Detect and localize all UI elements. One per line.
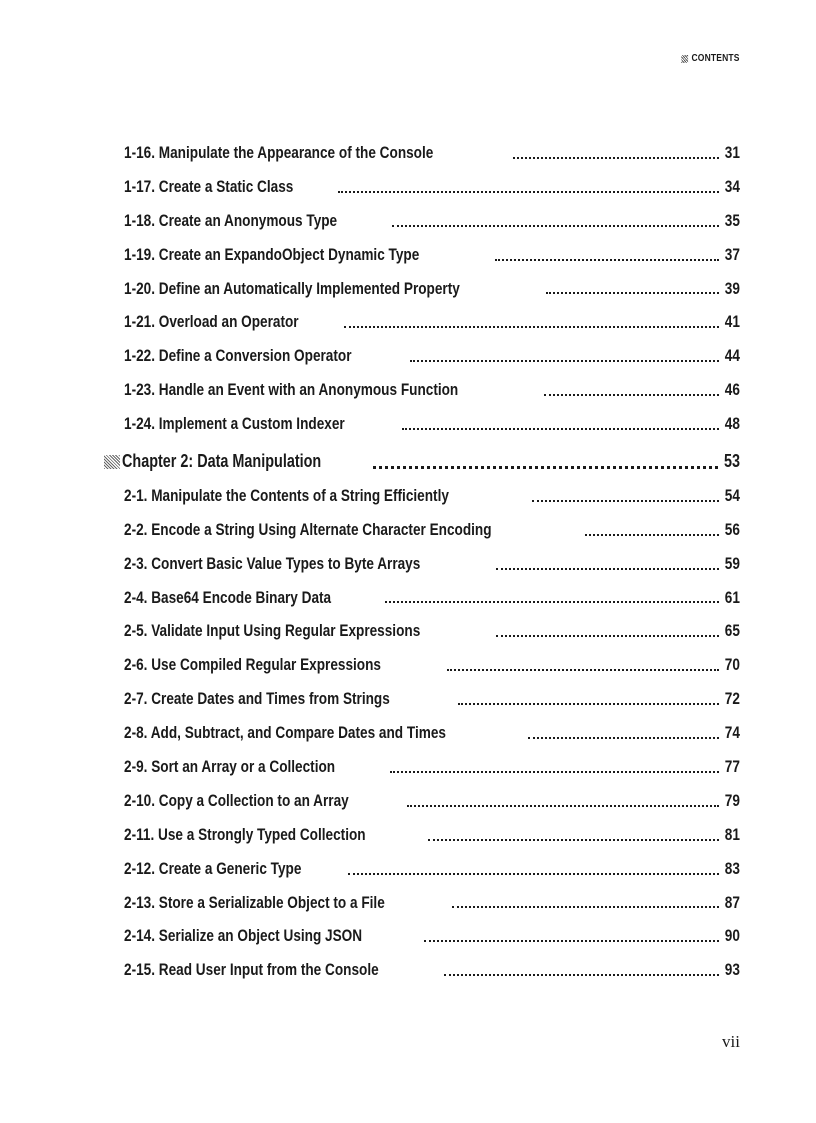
toc-entry-title: 2-13. Store a Serializable Object to a File [124,892,385,912]
toc-entry-page: 72 [724,689,740,709]
dot-leader [444,974,719,976]
toc-entry-title: 2-15. Read User Input from the Console [124,960,379,980]
dot-leader [544,394,719,396]
toc-entry-title: 1-17. Create a Static Class [124,176,294,196]
toc-entry-page: 93 [724,960,740,980]
toc-entry-page: 54 [724,485,740,505]
toc-entry-title: 2-9. Sort an Array or a Collection [124,757,336,777]
toc-entry-page: 41 [724,312,740,332]
dot-leader [392,225,719,227]
toc-chapter-entry[interactable] [104,445,740,479]
toc-entry-title: 2-8. Add, Subtract, and Compare Dates and Times [124,723,446,743]
dot-leader [452,906,719,908]
toc-entry-title: 2-12. Create a Generic Type [124,858,302,878]
toc-entry-title: 2-2. Encode a String Using Alternate Character Encoding [124,519,492,539]
toc-entry-page: 44 [724,346,740,366]
toc-entry[interactable] [124,648,740,682]
toc-entry[interactable] [124,407,740,441]
hatch-square-icon [682,55,689,63]
toc-entry-page: 81 [724,824,740,844]
toc-entry-page: 83 [724,858,740,878]
toc-entry[interactable] [124,682,740,716]
toc-entry-title: 1-23. Handle an Event with an Anonymous Function [124,380,459,400]
toc-entry-page: 39 [724,278,740,298]
dot-leader [410,360,719,362]
toc-entry-title: 1-24. Implement a Custom Indexer [124,414,345,434]
dot-leader [495,259,719,261]
toc-entry[interactable] [124,547,740,581]
toc-entry[interactable] [124,784,740,818]
toc-entry-title: Chapter 2: Data Manipulation [122,451,322,472]
dot-leader [390,771,719,773]
dot-leader [513,157,719,159]
toc-entry[interactable] [124,373,740,407]
toc-entry[interactable] [124,614,740,648]
toc-entry-page: 48 [724,414,740,434]
toc-entry-page: 70 [724,655,740,675]
toc-entry-page: 77 [724,757,740,777]
dot-leader [532,500,719,502]
toc-entry-title: 2-1. Manipulate the Contents of a String Efficiently [124,485,449,505]
toc-entry-title: 1-19. Create an ExpandoObject Dynamic Type [124,244,420,264]
toc-entry-title: 2-11. Use a Strongly Typed Collection [124,824,366,844]
toc-entry-page: 35 [724,210,740,230]
dot-leader [424,940,719,942]
toc-entry-page: 90 [724,926,740,946]
dot-leader [402,428,719,430]
toc-entry-page: 61 [724,587,740,607]
toc-entry[interactable] [124,339,740,373]
toc-entry[interactable] [124,136,740,170]
toc-entry[interactable] [124,238,740,272]
toc-entry-page: 74 [724,723,740,743]
toc-entry-page: 87 [724,892,740,912]
dot-leader [496,635,719,637]
toc-entry-page: 34 [724,176,740,196]
dot-leader [385,601,719,603]
toc-entry[interactable] [124,305,740,339]
toc-entry-title: 2-14. Serialize an Object Using JSON [124,926,363,946]
dot-leader [428,839,719,841]
toc-entry[interactable] [124,818,740,852]
toc-entry-title: 2-6. Use Compiled Regular Expressions [124,655,381,675]
toc-entry-page: 53 [723,451,740,472]
running-header-title: CONTENTS [691,53,740,64]
dot-leader [585,534,719,536]
toc-entry[interactable] [124,204,740,238]
table-of-contents [124,136,740,987]
toc-entry[interactable] [124,513,740,547]
toc-entry-page: 46 [724,380,740,400]
dot-leader [373,466,718,469]
toc-entry-page: 31 [724,143,740,162]
toc-entry-title: 2-7. Create Dates and Times from Strings [124,689,390,709]
toc-entry[interactable] [124,272,740,306]
toc-entry[interactable] [124,886,740,920]
toc-entry[interactable] [124,581,740,615]
dot-leader [338,191,719,193]
toc-entry-title: 1-20. Define an Automatically Implemented Property [124,278,460,298]
chapter-hatch-icon [104,455,120,469]
toc-entry-page: 59 [724,553,740,573]
toc-entry[interactable] [124,919,740,953]
dot-leader [447,669,719,671]
page-number: vii [722,1032,740,1051]
toc-entry-title: 1-16. Manipulate the Appearance of the Console [124,143,434,162]
toc-entry-title: 2-4. Base64 Encode Binary Data [124,587,332,607]
toc-entry[interactable] [124,750,740,784]
toc-entry-page: 56 [724,519,740,539]
toc-entry-page: 37 [724,244,740,264]
toc-entry-page: 79 [724,790,740,810]
toc-entry[interactable] [124,953,740,987]
toc-entry[interactable] [124,852,740,886]
dot-leader [546,292,719,294]
dot-leader [496,568,719,570]
toc-entry[interactable] [124,170,740,204]
dot-leader [344,326,719,328]
dot-leader [348,873,719,875]
toc-entry-title: 2-3. Convert Basic Value Types to Byte Arrays [124,553,421,573]
toc-entry-title: 1-22. Define a Conversion Operator [124,346,352,366]
toc-entry[interactable] [124,479,740,513]
toc-entry-title: 1-21. Overload an Operator [124,312,299,332]
toc-entry-page: 65 [724,621,740,641]
dot-leader [528,737,719,739]
toc-entry-title: 1-18. Create an Anonymous Type [124,210,338,230]
toc-entry[interactable] [124,716,740,750]
running-header [682,53,740,64]
dot-leader [458,703,719,705]
toc-entry-title: 2-10. Copy a Collection to an Array [124,790,349,810]
toc-entry-title: 2-5. Validate Input Using Regular Expressions [124,621,421,641]
dot-leader [407,805,719,807]
